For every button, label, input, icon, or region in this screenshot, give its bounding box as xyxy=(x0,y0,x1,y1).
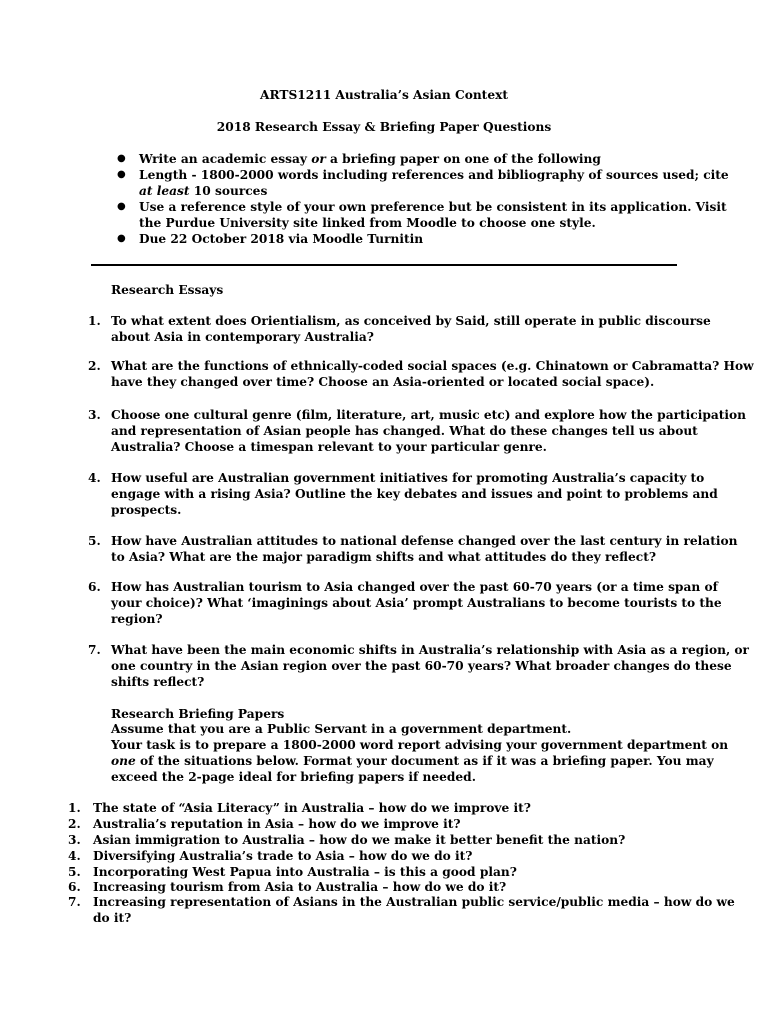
bullet-icon: ● xyxy=(117,153,126,164)
essay-question-line: and representation of Asian people has changed. What do these changes tell us about xyxy=(111,423,698,438)
section-divider xyxy=(91,264,677,266)
essay-question-line: engage with a rising Asia? Outline the key debates and issues and point to problems and xyxy=(111,486,718,501)
briefing-topic-line: Diversifying Australia’s trade to Asia – how do we do it? xyxy=(93,849,473,863)
requirement-line: Write an academic essay or a briefing paper on one of the following xyxy=(139,152,601,166)
item-number: 6. xyxy=(68,880,81,894)
essay-question-line: your choice)? What ‘imaginings about Asia’ prompt Australians to become tourists to the xyxy=(111,595,722,610)
item-number: 5. xyxy=(88,534,101,548)
course-title: ARTS1211 Australia’s Asian Context xyxy=(260,88,508,102)
essay-question-line: How has Australian tourism to Asia changed over the past 60-70 years (or a time span of xyxy=(111,580,718,594)
item-number: 7. xyxy=(68,895,81,909)
requirement-line: the Purdue University site linked from Moodle to choose one style. xyxy=(139,216,596,230)
essay-question-line: shifts reflect? xyxy=(111,674,205,689)
item-number: 6. xyxy=(88,580,101,594)
briefing-papers-heading: Research Briefing Papers xyxy=(111,707,285,721)
briefing-topic-line: Asian immigration to Australia – how do we make it better benefit the nation? xyxy=(93,833,626,847)
bullet-icon: ● xyxy=(117,169,126,180)
essay-question-line: have they changed over time? Choose an Asia-oriented or located social space). xyxy=(111,374,655,389)
research-essays-heading: Research Essays xyxy=(111,283,224,297)
essay-question-line: prospects. xyxy=(111,502,182,517)
page-subtitle: 2018 Research Essay & Briefing Paper Questions xyxy=(216,120,552,134)
item-number: 1. xyxy=(88,314,101,328)
essay-question-line: How useful are Australian government initiatives for promoting Australia’s capacity to xyxy=(111,471,705,485)
essay-question-line: about Asia in contemporary Australia? xyxy=(111,329,374,344)
briefing-intro-line: Your task is to prepare a 1800-2000 word report advising your government department on xyxy=(111,738,729,752)
essay-question-line: To what extent does Orientialism, as conceived by Said, still operate in public discourse xyxy=(111,314,711,328)
essay-question-line: Choose one cultural genre (film, literature, art, music etc) and explore how the participation xyxy=(111,408,746,422)
briefing-topic-line: Increasing tourism from Asia to Australia – how do we do it? xyxy=(93,880,507,894)
essay-question-line: one country in the Asian region over the past 60-70 years? What broader changes do these xyxy=(111,658,732,673)
item-number: 2. xyxy=(88,359,101,373)
briefing-topic-line: Incorporating West Papua into Australia – is this a good plan? xyxy=(93,865,517,879)
bullet-icon: ● xyxy=(117,201,126,212)
briefing-topic-line: do it? xyxy=(93,910,132,925)
item-number: 7. xyxy=(88,643,101,657)
essay-question-line: How have Australian attitudes to national defense changed over the last century in relation xyxy=(111,534,738,548)
briefing-topic-line: The state of “Asia Literacy” in Australia – how do we improve it? xyxy=(93,801,531,815)
item-number: 1. xyxy=(68,801,81,815)
briefing-intro-line: Assume that you are a Public Servant in a government department. xyxy=(111,722,572,736)
essay-question-line: What are the functions of ethnically-coded social spaces (e.g. Chinatown or Cabramatta? How xyxy=(111,359,754,373)
requirement-line: Length - 1800-2000 words including references and bibliography of sources used; cite xyxy=(139,168,729,182)
essay-question-line: region? xyxy=(111,611,163,626)
item-number: 4. xyxy=(68,849,81,863)
briefing-intro-line: one of the situations below. Format your document as if it was a briefing paper. You may xyxy=(111,754,714,768)
briefing-topic-line: Increasing representation of Asians in the Australian public service/public media – how do we xyxy=(93,895,735,909)
item-number: 5. xyxy=(68,865,81,879)
item-number: 2. xyxy=(68,817,81,831)
essay-question-line: to Asia? What are the major paradigm shifts and what attitudes do they reflect? xyxy=(111,549,656,564)
requirement-line: Due 22 October 2018 via Moodle Turnitin xyxy=(139,232,424,246)
item-number: 3. xyxy=(88,408,101,422)
item-number: 3. xyxy=(68,833,81,847)
requirement-line: at least 10 sources xyxy=(139,184,268,198)
bullet-icon: ● xyxy=(117,233,126,244)
item-number: 4. xyxy=(88,471,101,485)
briefing-topic-line: Australia’s reputation in Asia – how do we improve it? xyxy=(93,817,461,831)
essay-question-line: What have been the main economic shifts in Australia’s relationship with Asia as a region, or xyxy=(111,643,749,657)
essay-question-line: Australia? Choose a timespan relevant to your particular genre. xyxy=(111,439,547,454)
requirement-line: Use a reference style of your own preference but be consistent in its application. Visit xyxy=(139,200,727,214)
briefing-intro-line: exceed the 2-page ideal for briefing papers if needed. xyxy=(111,770,476,784)
